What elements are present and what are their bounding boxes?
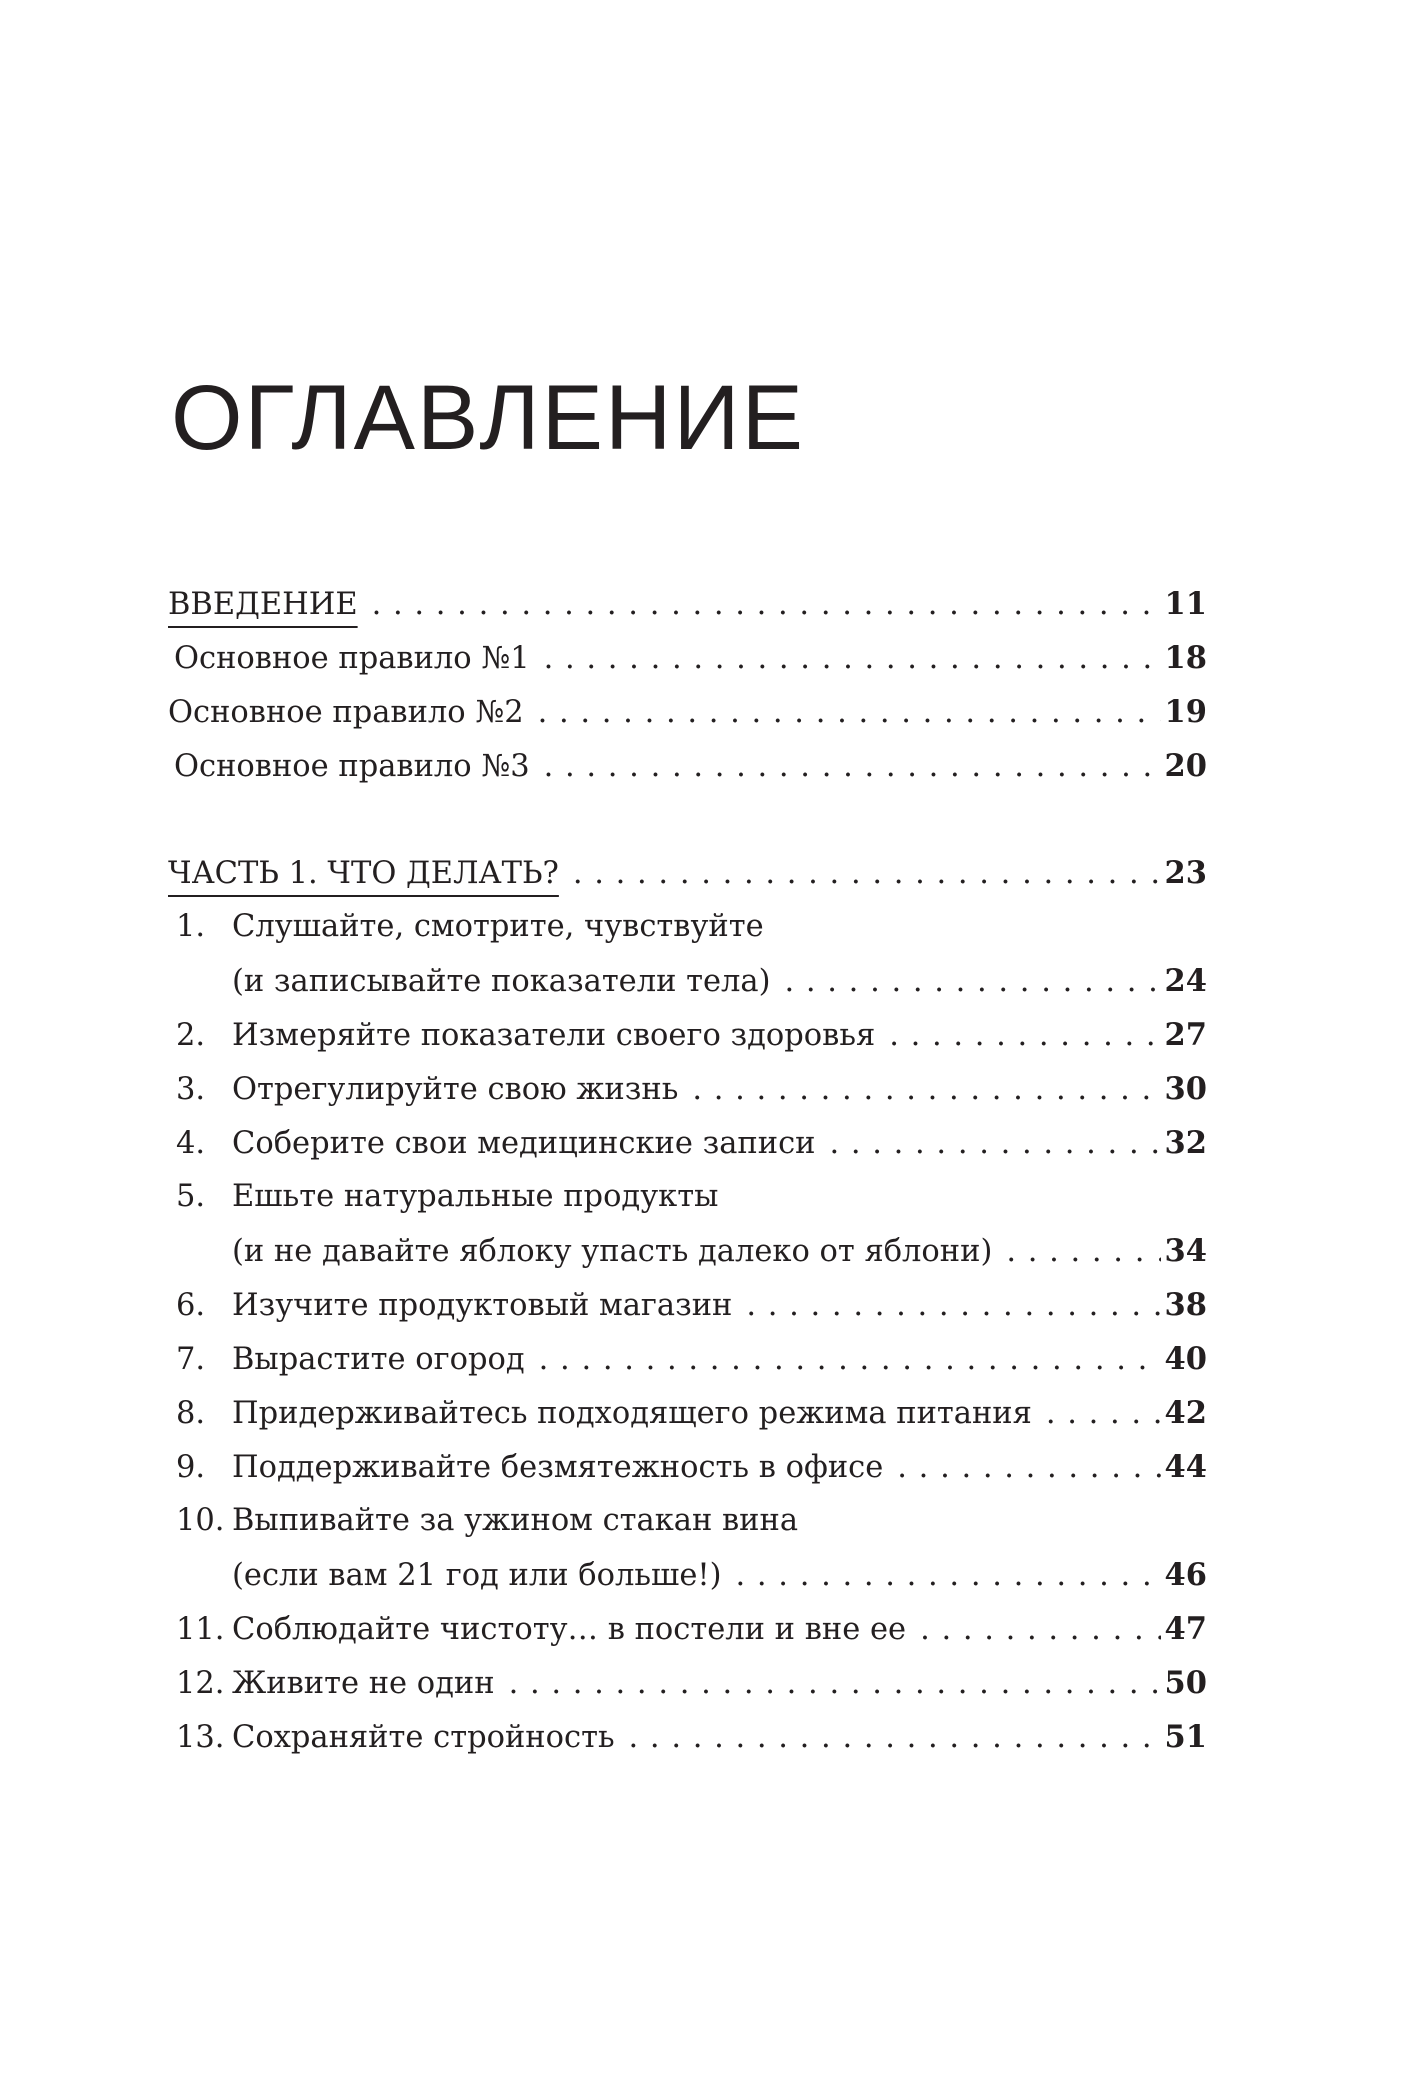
page-number: 51 — [1164, 1719, 1207, 1755]
dot-leader — [544, 740, 1161, 794]
toc-entry-label: Отрегулируйте свою жизнь — [232, 1072, 679, 1107]
toc-entry-label: Живите не один — [232, 1666, 495, 1701]
toc-entry-number: 8. — [176, 1396, 206, 1431]
toc-entry-label: Сохраняйте стройность — [232, 1720, 615, 1755]
toc-entry-12[interactable] — [168, 1656, 1207, 1710]
toc-entry-number: 11. — [176, 1612, 225, 1647]
dot-leader — [829, 1117, 1160, 1171]
toc-entry-1-line1[interactable] — [168, 900, 1207, 954]
toc-entry-1-line2[interactable] — [168, 954, 1207, 1008]
toc-heading-label: ВВЕДЕНИЕ — [168, 587, 358, 622]
page-number: 40 — [1164, 1341, 1207, 1377]
toc-entry-label: Соберите свои медицинские записи — [232, 1126, 816, 1161]
page-number: 27 — [1164, 1017, 1207, 1053]
toc-entry-number: 6. — [176, 1288, 206, 1323]
toc-entry-label: Основное правило №3 — [174, 749, 530, 784]
page-number: 18 — [1164, 640, 1207, 676]
toc-entry-label-continued: (и записывайте показатели тела) — [232, 964, 771, 999]
dot-leader — [539, 1333, 1161, 1387]
dot-leader — [538, 686, 1161, 740]
page-number: 19 — [1164, 694, 1207, 730]
toc-entry-number: 9. — [176, 1450, 206, 1485]
toc-entry[interactable] — [168, 631, 1207, 685]
dot-leader — [372, 578, 1161, 632]
toc-entry-label: Придерживайтесь подходящего режима питания — [232, 1396, 1032, 1431]
toc-entry-number: 2. — [176, 1018, 206, 1053]
dot-leader — [509, 1657, 1161, 1711]
toc-entry-label: Соблюдайте чистоту… в постели и вне ее — [232, 1612, 907, 1647]
toc-entry-label-continued: (если вам 21 год или больше!) — [232, 1558, 722, 1593]
toc-entry-4[interactable] — [168, 1116, 1207, 1170]
dot-leader — [746, 1279, 1160, 1333]
toc-entry-label: Поддерживайте безмятежность в офисе — [232, 1450, 884, 1485]
toc-entry-number: 10. — [176, 1503, 225, 1538]
dot-leader — [889, 1009, 1160, 1063]
toc-entry-10-line1[interactable] — [168, 1494, 1207, 1548]
toc-entry-10-line2[interactable] — [168, 1548, 1207, 1602]
page-number: 32 — [1164, 1125, 1207, 1161]
page-number: 30 — [1164, 1071, 1207, 1107]
toc-entry-label: Основное правило №1 — [174, 641, 530, 676]
toc-entry-13[interactable] — [168, 1710, 1207, 1764]
page-number: 24 — [1164, 963, 1207, 999]
toc-entry-7[interactable] — [168, 1332, 1207, 1386]
toc-entry-11[interactable] — [168, 1602, 1207, 1656]
toc-heading-part1[interactable] — [168, 846, 1207, 900]
toc-entry-number: 5. — [176, 1179, 206, 1214]
page-number: 42 — [1164, 1395, 1207, 1431]
toc-entry-number: 12. — [176, 1666, 225, 1701]
toc-entry-9[interactable] — [168, 1440, 1207, 1494]
toc-entry-2[interactable] — [168, 1008, 1207, 1062]
dot-leader — [692, 1063, 1160, 1117]
toc-entry-label: Основное правило №2 — [168, 695, 524, 730]
toc-entry-5-line1[interactable] — [168, 1170, 1207, 1224]
page-number: 11 — [1164, 586, 1207, 622]
dot-leader — [573, 847, 1161, 901]
toc-entry[interactable] — [168, 739, 1207, 793]
toc-entry-label: Вырастите огород — [232, 1342, 525, 1377]
page-title: ОГЛАВЛЕНИЕ — [171, 367, 805, 469]
toc-entry-label: Ешьте натуральные продукты — [232, 1179, 719, 1214]
toc-entry-number: 7. — [176, 1342, 206, 1377]
page-number: 44 — [1164, 1449, 1207, 1485]
dot-leader — [629, 1711, 1161, 1765]
page-number: 23 — [1164, 855, 1207, 891]
page-number: 20 — [1164, 748, 1207, 784]
dot-leader — [897, 1441, 1160, 1495]
dot-leader — [1046, 1387, 1161, 1441]
toc-heading-intro[interactable] — [168, 577, 1207, 631]
dot-leader — [544, 632, 1161, 686]
section-spacer — [168, 793, 1207, 846]
toc-entry-label-continued: (и не давайте яблоку упасть далеко от яблони) — [232, 1234, 993, 1269]
toc-entry-6[interactable] — [168, 1278, 1207, 1332]
toc-entry-8[interactable] — [168, 1386, 1207, 1440]
dot-leader — [920, 1603, 1160, 1657]
toc-entry-number: 4. — [176, 1126, 206, 1161]
dot-leader — [785, 955, 1161, 1009]
toc-entry-label: Измеряйте показатели своего здоровья — [232, 1018, 876, 1053]
toc-entry-number: 3. — [176, 1072, 206, 1107]
page-number: 47 — [1164, 1611, 1207, 1647]
dot-leader — [736, 1549, 1161, 1603]
page-number: 38 — [1164, 1287, 1207, 1323]
toc-entry-3[interactable] — [168, 1062, 1207, 1116]
toc-entry[interactable] — [168, 685, 1207, 739]
toc-entry-label: Изучите продуктовый магазин — [232, 1288, 733, 1323]
toc-heading-label: ЧАСТЬ 1. ЧТО ДЕЛАТЬ? — [168, 856, 559, 891]
toc-entry-number: 1. — [176, 909, 206, 944]
toc-entry-number: 13. — [176, 1720, 225, 1755]
toc-entry-label: Выпивайте за ужином стакан вина — [232, 1503, 799, 1538]
table-of-contents — [168, 577, 1207, 1764]
page-number: 46 — [1164, 1557, 1207, 1593]
page-number: 34 — [1164, 1233, 1207, 1269]
dot-leader — [1006, 1225, 1160, 1279]
toc-entry-label: Слушайте, смотрите, чувствуйте — [232, 909, 764, 944]
page-number: 50 — [1164, 1665, 1207, 1701]
toc-entry-5-line2[interactable] — [168, 1224, 1207, 1278]
